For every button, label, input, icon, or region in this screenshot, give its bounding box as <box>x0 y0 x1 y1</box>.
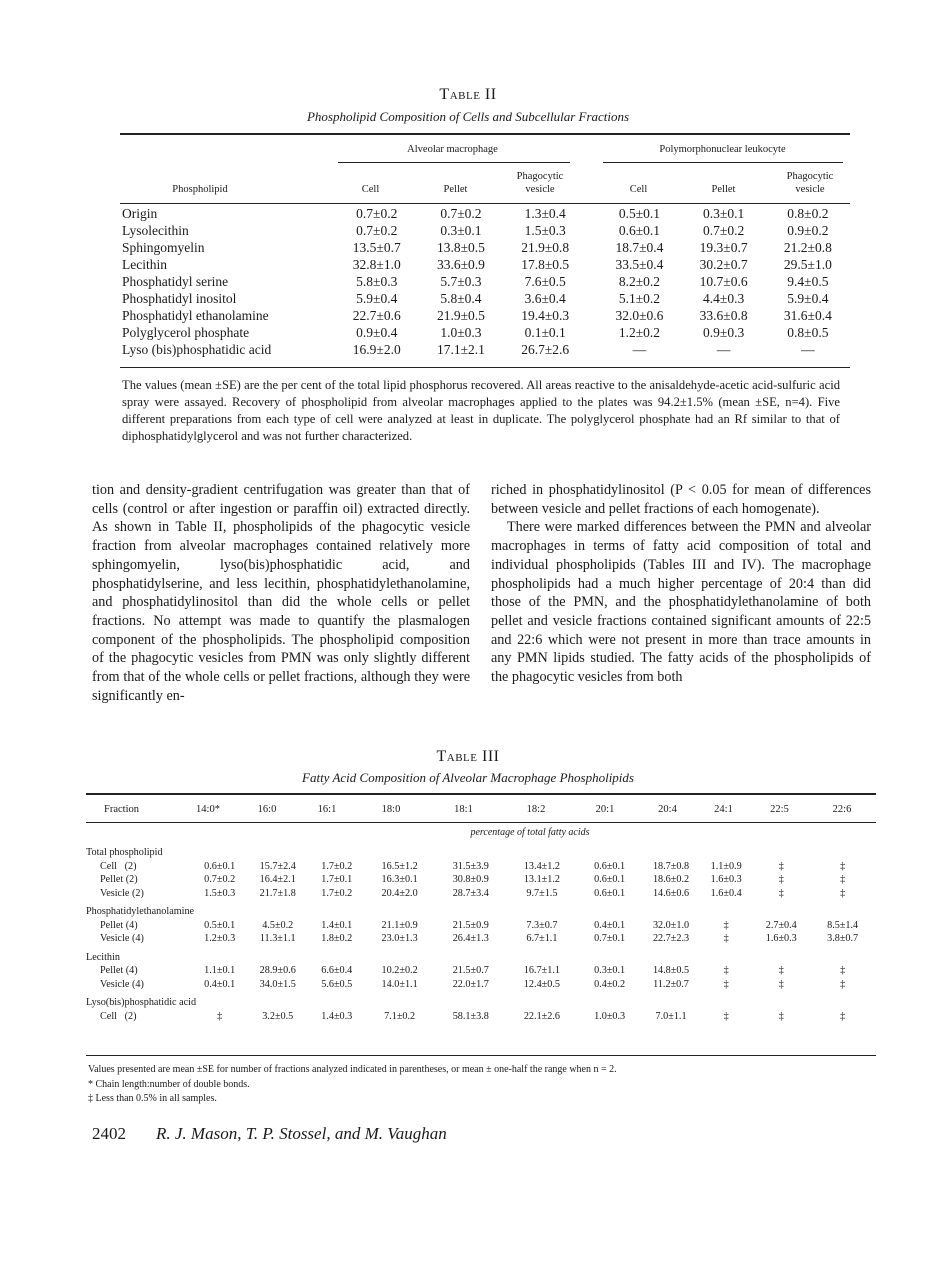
table3-cell: ‡ <box>840 887 846 899</box>
table3-group-row <box>86 841 876 860</box>
table3-body <box>86 841 876 1023</box>
table3-col-header: 16:1 <box>317 804 337 815</box>
table3-cell: ‡ <box>778 887 784 899</box>
table2-cell-am-cell: 0.9±0.4 <box>356 325 398 340</box>
table3-cell: ‡ <box>778 965 784 976</box>
table2-row <box>120 307 850 324</box>
table2-cell-pmn-cell: 0.5±0.1 <box>618 206 660 221</box>
table2-cell-am-vesicle: 0.1±0.1 <box>524 325 566 340</box>
table2-bottom-rule <box>120 367 850 368</box>
table3-cell: 20.4±2.0 <box>381 887 418 899</box>
body-right-column <box>491 481 871 687</box>
table2-cell-pmn-vesicle: 29.5±1.0 <box>783 257 832 272</box>
table3-cell: 1.4±0.1 <box>321 919 353 931</box>
table3-row <box>86 873 876 887</box>
table3-group-name: Lecithin <box>86 951 120 963</box>
table2-cell-am-pellet: 17.1±2.1 <box>437 342 485 357</box>
table2-cell-pmn-pellet: 10.7±0.6 <box>699 274 748 289</box>
table3-cell: 1.7±0.2 <box>321 860 353 872</box>
table3-col-header: 24:1 <box>714 804 733 815</box>
table2-row <box>120 222 850 239</box>
table3-cell: 1.6±0.3 <box>765 933 797 944</box>
table3-cell: 2.7±0.4 <box>765 919 797 931</box>
table3-cell: ‡ <box>723 1010 729 1022</box>
table2-row-name: Sphingomyelin <box>122 240 205 255</box>
table2-cell-am-vesicle: 1.3±0.4 <box>524 206 566 221</box>
table3-col-header: 22:6 <box>832 804 852 815</box>
table3-bottom-rule <box>86 1055 876 1056</box>
table3-cell: 12.4±0.5 <box>523 978 560 990</box>
table3-row <box>86 860 876 874</box>
table3-cell: 14.8±0.5 <box>652 965 690 976</box>
table3-row <box>86 887 876 901</box>
table3-cell: ‡ <box>778 874 784 885</box>
table3-cell: 21.5±0.9 <box>452 919 489 931</box>
table3-cell: 1.2±0.3 <box>204 933 236 944</box>
table3-cell: 22.1±2.6 <box>523 1010 560 1022</box>
table2-footnote <box>122 377 840 445</box>
table3-cell: 21.5±0.7 <box>452 965 489 976</box>
table2-cell-am-pellet: 5.7±0.3 <box>440 274 482 289</box>
table3-cell: 1.1±0.9 <box>710 860 742 872</box>
body-right-paragraph-2: There were marked differences between the PMN and alveolar macrophages in terms of fatty acid composition of total and individual phospholipids (Tables III and IV). The macrophage phospholipids had a much higher percentage of 20:4 than did those of the PMN, and the phosphatidylethanolamine of both pellet and vesicle fractions contained significant amounts of 22:5 and 22:6 which were not present in more than trace amounts in any PMN lipids studied. The fatty acids of the phospholipids of the phagocytic vesicles from both <box>491 519 871 686</box>
table3-cell: ‡ <box>723 933 729 944</box>
table2-cell-pmn-cell: 5.1±0.2 <box>618 291 660 306</box>
table2-label: Table II <box>439 86 497 103</box>
table2-cell-am-pellet: 0.3±0.1 <box>440 223 482 238</box>
table2-cell-pmn-pellet: — <box>716 342 731 357</box>
table3-cell: ‡ <box>778 978 784 990</box>
table2-cell-pmn-cell: 18.7±0.4 <box>615 240 664 255</box>
table3-col-header: 18:0 <box>381 804 401 815</box>
vesicle-label-line1: Phagocytic <box>516 171 564 182</box>
table3-cell: 7.0±1.1 <box>655 1010 687 1022</box>
table3-cell: 16.4±2.1 <box>259 874 296 885</box>
table3-row-label: Vesicle (4) <box>100 933 144 944</box>
table3-cell: 10.2±0.2 <box>381 965 418 976</box>
table2-cell-am-pellet: 21.9±0.5 <box>437 308 485 323</box>
table3-group-name: Lyso(bis)phosphatidic acid <box>86 997 197 1008</box>
table3-cell: 28.7±3.4 <box>452 887 489 899</box>
table3-cell: 58.1±3.8 <box>452 1010 489 1022</box>
table3-cell: 28.9±0.6 <box>259 965 296 976</box>
table2-group-am-rule <box>338 162 570 163</box>
table3-col-header: 18:2 <box>526 804 546 815</box>
table3-cell: ‡ <box>840 860 846 872</box>
table3-cell: 8.5±1.4 <box>827 919 859 931</box>
table3-cell: ‡ <box>778 860 784 872</box>
table2-row <box>120 341 850 358</box>
table3-col-header: 16:0 <box>257 804 277 815</box>
table2-body <box>120 205 850 358</box>
table2-cell-pmn-cell: 32.0±0.6 <box>615 308 664 323</box>
table3-header-rule <box>86 822 876 823</box>
table3-note-3: ‡ Less than 0.5% in all samples. <box>88 1093 217 1104</box>
table3-col-header: 14:0* <box>196 804 220 815</box>
table3-cell: 18.7±0.8 <box>652 860 690 872</box>
table2-row-name: Lyso (bis)phosphatidic acid <box>122 342 272 357</box>
table2-group-pmn-rule <box>603 162 843 163</box>
table2-cell-am-vesicle: 21.9±0.8 <box>521 240 570 255</box>
table3-col-header: 20:1 <box>595 804 615 815</box>
table3-col-header: Fraction <box>104 804 139 815</box>
table3-group-row <box>86 991 876 1010</box>
table2-row-name: Lysolecithin <box>122 223 189 238</box>
table2-cell-pmn-cell: 1.2±0.2 <box>618 325 660 340</box>
table2-cell-pmn-vesicle: 0.8±0.5 <box>787 325 829 340</box>
table3-cell: 9.7±1.5 <box>526 887 558 899</box>
table2-cell-am-vesicle: 7.6±0.5 <box>524 274 566 289</box>
table3-unit-caption: percentage of total fatty acids <box>470 827 590 838</box>
table3-cell: 0.6±0.1 <box>594 874 626 885</box>
table3-cell: 18.6±0.2 <box>652 874 690 885</box>
table2-cell-pmn-vesicle: 31.6±0.4 <box>783 308 832 323</box>
table3-col-header: 18:1 <box>454 804 473 815</box>
table3-cell: ‡ <box>723 965 729 976</box>
table3-row-label: Cell (2) <box>100 860 137 872</box>
table2-cell-am-pellet: 0.7±0.2 <box>440 206 482 221</box>
table3-cell: 0.6±0.1 <box>594 887 626 899</box>
table2-row-name: Phosphatidyl inositol <box>122 291 237 306</box>
table2-row <box>120 324 850 341</box>
table3-row-label: Vesicle (4) <box>100 978 144 990</box>
table2-col-am-cell: Cell <box>361 184 380 195</box>
table3-row-label: Pellet (4) <box>100 965 138 976</box>
table3-cell: 0.7±0.2 <box>204 874 236 885</box>
table2-group-am: Alveolar macrophage <box>407 144 498 155</box>
table2-cell-pmn-vesicle: 0.8±0.2 <box>787 206 829 221</box>
table3-notes <box>88 1063 878 1107</box>
table3-cell: 1.6±0.3 <box>710 874 742 885</box>
table2-cell-am-cell: 0.7±0.2 <box>356 223 398 238</box>
table2-cell-pmn-vesicle: 9.4±0.5 <box>787 274 829 289</box>
table2-row-name: Polyglycerol phosphate <box>122 325 250 340</box>
table3-cell: 0.3±0.1 <box>594 965 626 976</box>
table3-cell: 1.7±0.1 <box>321 874 353 885</box>
table3-cell: 0.5±0.1 <box>204 919 236 931</box>
table3-cell: 4.5±0.2 <box>262 919 294 931</box>
table3-cell: 1.6±0.4 <box>710 887 742 899</box>
table2-row <box>120 256 850 273</box>
table2-row-name: Lecithin <box>122 257 167 272</box>
table3-cell: 7.3±0.7 <box>526 919 558 931</box>
table2-cell-pmn-cell: 0.6±0.1 <box>618 223 660 238</box>
table3-cell: 1.8±0.2 <box>321 933 353 944</box>
table3-cell: 1.0±0.3 <box>594 1010 626 1022</box>
table3-cell: 6.7±1.1 <box>526 933 558 944</box>
table2-cell-am-cell: 5.8±0.3 <box>356 274 398 289</box>
table2-row-name: Phosphatidyl serine <box>122 274 229 289</box>
table2-cell-pmn-cell: — <box>632 342 647 357</box>
table3-cell: 3.8±0.7 <box>827 933 859 944</box>
table2-col-pmn-cell: Cell <box>629 184 648 195</box>
table3-cell: ‡ <box>723 919 729 931</box>
table3-label: Table III <box>436 748 500 765</box>
body-right-paragraph-1: riched in phosphatidylinositol (P < 0.05 for mean of differences between vesicle and pellet fractions of each homogenate). <box>491 482 871 517</box>
table3-row <box>86 919 876 933</box>
table3-group-name: Total phospholipid <box>86 847 163 858</box>
table3-col-header: 20:4 <box>658 804 677 815</box>
table2-cell-am-cell: 0.7±0.2 <box>356 206 398 221</box>
table2-header-rule <box>120 203 850 204</box>
table3-row <box>86 964 876 978</box>
table3-cell: ‡ <box>840 874 846 885</box>
table3-cell: 14.0±1.1 <box>381 978 418 990</box>
table3-cell: 31.5±3.9 <box>452 860 489 872</box>
table3-cell: 13.4±1.2 <box>523 860 560 872</box>
table2-cell-am-pellet: 13.8±0.5 <box>437 240 485 255</box>
table2-cell-am-vesicle: 1.5±0.3 <box>524 223 566 238</box>
page-number: 2402 <box>92 1124 126 1143</box>
table3-row <box>86 978 876 992</box>
table2-cell-pmn-vesicle: — <box>801 342 815 357</box>
table3-title: Fatty Acid Composition of Alveolar Macrophage Phospholipids <box>302 770 634 785</box>
table3-group-row <box>86 946 876 965</box>
table2-cell-pmn-vesicle: 21.2±0.8 <box>783 240 832 255</box>
table3-cell: 1.4±0.3 <box>321 1010 353 1022</box>
table3-cell: 21.1±0.9 <box>381 919 418 931</box>
table2-row-name: Origin <box>122 206 158 221</box>
table2-cell-pmn-pellet: 0.3±0.1 <box>703 206 745 221</box>
table2-col-pmn-vesicle <box>770 170 850 196</box>
table2-cell-am-pellet: 33.6±0.9 <box>437 257 485 272</box>
table3-cell: 26.4±1.3 <box>452 933 489 944</box>
table2-cell-pmn-pellet: 19.3±0.7 <box>699 240 748 255</box>
table3-cell: 22.7±2.3 <box>652 933 690 944</box>
table3-row-label: Pellet (4) <box>100 919 138 931</box>
table2-cell-am-pellet: 5.8±0.4 <box>440 291 482 306</box>
table2-cell-am-vesicle: 26.7±2.6 <box>521 342 570 357</box>
table2-row <box>120 273 850 290</box>
table3-cell: ‡ <box>778 1010 784 1022</box>
table2-cell-pmn-vesicle: 5.9±0.4 <box>787 291 829 306</box>
table3-note-1: Values presented are mean ±SE for number of fractions analyzed indicated in parentheses, or mean ± one-half the range when n = 2. <box>88 1064 617 1075</box>
table2-cell-am-cell: 22.7±0.6 <box>352 308 401 323</box>
table3-cell: ‡ <box>840 1010 846 1022</box>
table3-cell: 16.3±0.1 <box>381 874 418 885</box>
table3-cell: 30.8±0.9 <box>452 874 489 885</box>
table3-cell: 0.6±0.1 <box>204 860 236 872</box>
table2-top-rule <box>120 133 850 135</box>
table3-cell: 6.6±0.4 <box>321 965 353 976</box>
table3-row-label: Vesicle (2) <box>100 887 144 899</box>
table3-cell: 0.4±0.2 <box>594 978 626 990</box>
table3-top-rule <box>86 793 876 795</box>
table3-row-label: Cell (2) <box>100 1010 137 1022</box>
table3-cell: ‡ <box>840 965 846 976</box>
table2-cell-am-vesicle: 17.8±0.5 <box>521 257 570 272</box>
table3-row <box>86 1010 876 1024</box>
table3-group-name: Phosphatidylethanolamine <box>86 906 195 917</box>
table3-cell: 34.0±1.5 <box>259 978 296 990</box>
table3-cell: 23.0±1.3 <box>381 933 418 944</box>
table2-cell-am-vesicle: 3.6±0.4 <box>524 291 566 306</box>
table3-cell: 16.7±1.1 <box>523 965 560 976</box>
body-left-paragraph: tion and density-gradient centrifugation was greater than that of cells (control or after ingestion or paraffin oil) extracted directly. As shown in Table II, phospholipids of the phagocytic vesicle fraction from alveolar macrophages contained relatively more sphingomyelin, lyso(bis)phosphatidic acid, and phosphatidylserine, and less lecithin, phosphatidylethanolamine, and phosphatidylinositol than did the whole cells or pellet fractions. No attempt was made to quantify the plasmalogen component of the phospholipids. The phospholipid composition of the phagocytic vesicles from PMN was only slightly different from that of the whole cells or pellet fractions, although they were significantly en- <box>92 482 470 704</box>
table2-col-pmn-pellet: Pellet <box>711 184 736 195</box>
table2-cell-pmn-cell: 8.2±0.2 <box>618 274 660 289</box>
table2-cell-pmn-pellet: 30.2±0.7 <box>699 257 748 272</box>
table3-cell: 21.7±1.8 <box>259 887 296 899</box>
table3-cell: 5.6±0.5 <box>321 978 353 990</box>
table3-cell: 1.5±0.3 <box>204 887 236 899</box>
table3-cell: 3.2±0.5 <box>262 1010 294 1022</box>
table3-cell: 7.1±0.2 <box>384 1010 416 1022</box>
table2-cell-am-cell: 32.8±1.0 <box>352 257 401 272</box>
table3-row-label: Pellet (2) <box>100 874 138 885</box>
table3-cell: 15.7±2.4 <box>259 860 296 872</box>
table3-group-row <box>86 900 876 919</box>
table3-cell: 11.2±0.7 <box>653 978 689 990</box>
table3-cell: 16.5±1.2 <box>381 860 418 872</box>
table3-cell: 13.1±1.2 <box>523 874 560 885</box>
table3-cell: 0.6±0.1 <box>594 860 626 872</box>
table3-col-header: 22:5 <box>770 804 789 815</box>
table3-header-row <box>86 804 876 818</box>
table3-cell: 1.1±0.1 <box>204 965 236 976</box>
table2-row <box>120 290 850 307</box>
table3-cell: 11.3±1.1 <box>259 933 296 944</box>
table2-col-am-vesicle <box>500 170 580 196</box>
table2-cell-pmn-pellet: 4.4±0.3 <box>703 291 745 306</box>
vesicle-label-line2: vesicle <box>525 184 555 195</box>
table2-footnote-text: The values (mean ±SE) are the per cent of the total lipid phosphorus recovered. All areas reactive to the anisaldehyde-acetic acid-sulfuric acid spray were assayed. Recovery of phospholipid from alveolar macrophages applied to the plates was 94.2±1.5% (mean ±SE, n=4). Five different preparations from each type of cell were analyzed at least in duplicate. The polyglycerol phosphate had an Rf similar to that of diphosphatidylglycerol and was not further characterized. <box>122 378 840 443</box>
table2-title: Phospholipid Composition of Cells and Subcellular Fractions <box>306 109 630 124</box>
running-footer-authors: R. J. Mason, T. P. Stossel, and M. Vaughan <box>156 1124 447 1143</box>
table3-cell: 0.4±0.1 <box>204 978 236 990</box>
table3-cell: 32.0±1.0 <box>652 919 690 931</box>
table2-row-name: Phosphatidyl ethanolamine <box>122 308 269 323</box>
table2-cell-pmn-cell: 33.5±0.4 <box>615 257 664 272</box>
table3-cell: 0.4±0.1 <box>594 919 626 931</box>
table3-cell: 22.0±1.7 <box>452 978 489 990</box>
table3-cell: 14.6±0.6 <box>652 887 690 899</box>
table2-cell-am-vesicle: 19.4±0.3 <box>521 308 570 323</box>
table3-cell: ‡ <box>217 1010 223 1022</box>
vesicle-label-line2: vesicle <box>795 184 825 195</box>
table2-row <box>120 205 850 222</box>
table3-cell: ‡ <box>840 978 846 990</box>
table2-cell-am-pellet: 1.0±0.3 <box>440 325 482 340</box>
body-left-column <box>92 481 470 705</box>
table2-row <box>120 239 850 256</box>
table3-note-2: * Chain length:number of double bonds. <box>88 1078 250 1090</box>
table2-cell-pmn-pellet: 0.9±0.3 <box>703 325 745 340</box>
table3-row <box>86 932 876 946</box>
table2-cell-am-cell: 16.9±2.0 <box>352 342 401 357</box>
table2-cell-pmn-vesicle: 0.9±0.2 <box>787 223 829 238</box>
table2-cell-pmn-pellet: 33.6±0.8 <box>699 308 748 323</box>
table2-group-pmn: Polymorphonuclear leukocyte <box>659 144 786 155</box>
vesicle-label-line1: Phagocytic <box>786 171 834 182</box>
table2-cell-am-cell: 5.9±0.4 <box>356 291 398 306</box>
table3-cell: ‡ <box>723 978 729 990</box>
table2-cell-pmn-pellet: 0.7±0.2 <box>703 223 745 238</box>
table3-cell: 0.7±0.1 <box>594 933 626 944</box>
table2-col-phospholipid: Phospholipid <box>172 184 228 195</box>
table3-cell: 1.7±0.2 <box>321 887 353 899</box>
table2-col-am-pellet: Pellet <box>443 184 468 195</box>
table2-cell-am-cell: 13.5±0.7 <box>352 240 401 255</box>
